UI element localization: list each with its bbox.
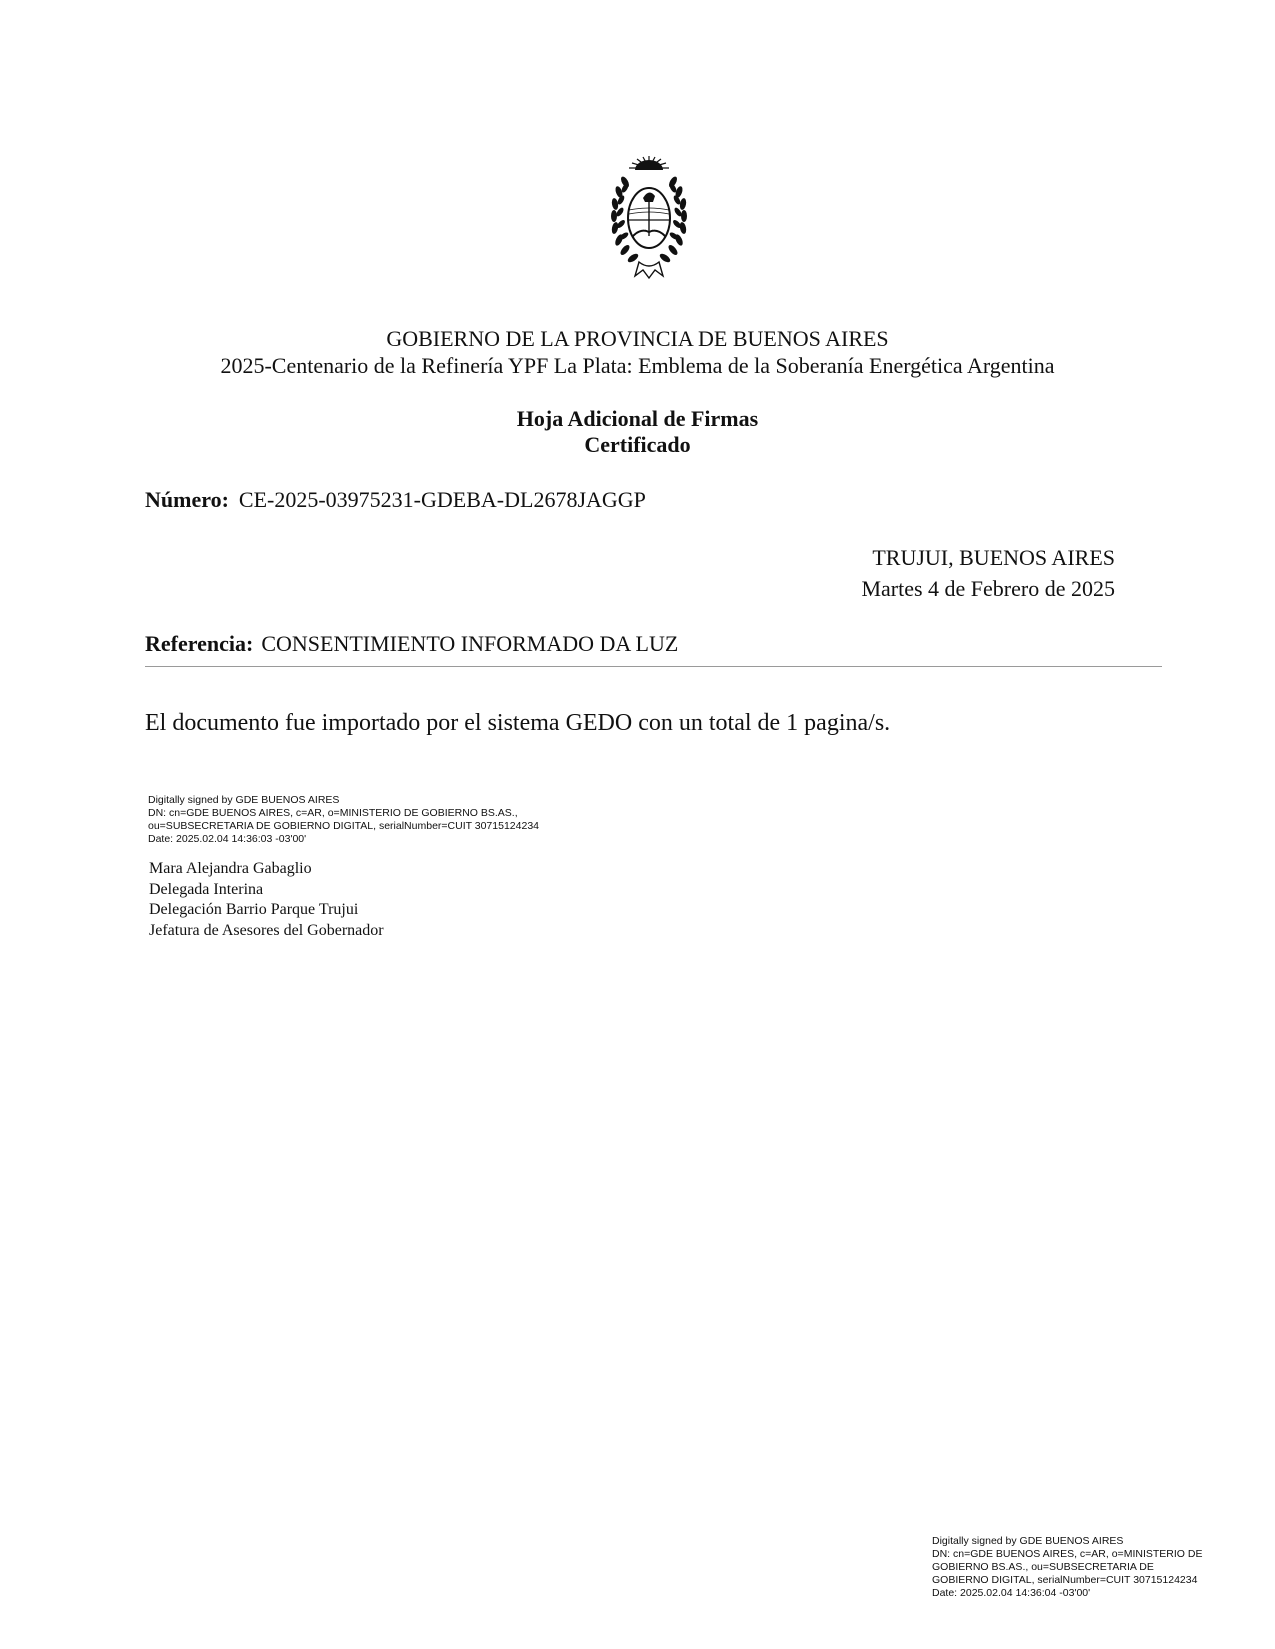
- centenary-motto: 2025-Centenario de la Refinería YPF La Plata: Emblema de la Soberanía Energética Argentina: [220, 353, 1055, 378]
- signer-details: [149, 859, 384, 941]
- footer-digital-signature-stamp: [932, 1535, 1222, 1600]
- footer-signature-line: GOBIERNO DIGITAL, serialNumber=CUIT 30715124234: [932, 1574, 1198, 1586]
- number-value: CE-2025-03975231-GDEBA-DL2678JAGGP: [238, 487, 646, 512]
- footer-signature-line: DN: cn=GDE BUENOS AIRES, c=AR, o=MINISTERIO DE: [932, 1548, 1203, 1560]
- digital-signature-line: Date: 2025.02.04 14:36:03 -03'00': [148, 833, 307, 845]
- footer-signature-line: GOBIERNO BS.AS., ou=SUBSECRETARIA DE: [932, 1561, 1154, 1573]
- signer-office: Delegación Barrio Parque Trujui: [149, 901, 359, 918]
- section-divider: [145, 666, 1162, 667]
- signer-department: Jefatura de Asesores del Gobernador: [149, 921, 384, 939]
- signer-role: Delegada Interina: [149, 880, 264, 898]
- footer-signature-line: Date: 2025.02.04 14:36:04 -03'00': [932, 1587, 1091, 1599]
- reference-value: CONSENTIMIENTO INFORMADO DA LUZ: [261, 631, 679, 656]
- digital-signature-line: ou=SUBSECRETARIA DE GOBIERNO DIGITAL, serialNumber=CUIT 30715124234: [148, 820, 539, 832]
- number-label: Número:: [145, 487, 229, 512]
- issue-date: Martes 4 de Febrero de 2025: [861, 576, 1115, 601]
- document-title: Hoja Adicional de Firmas: [516, 406, 759, 431]
- document-number-row: [145, 487, 646, 513]
- coat-of-arms-seal: [605, 154, 693, 286]
- reference-row: [145, 631, 678, 657]
- government-name: GOBIERNO DE LA PROVINCIA DE BUENOS AIRES: [386, 326, 889, 351]
- issue-place: TRUJUI, BUENOS AIRES: [872, 545, 1115, 570]
- signer-name: Mara Alejandra Gabaglio: [149, 860, 312, 877]
- digital-signature-line: DN: cn=GDE BUENOS AIRES, c=AR, o=MINISTERIO DE GOBIERNO BS.AS.,: [148, 807, 518, 819]
- body-paragraph: El documento fue importado por el sistema GEDO con un total de 1 pagina/s.: [145, 710, 891, 736]
- digital-signature-line: Digitally signed by GDE BUENOS AIRES: [148, 794, 340, 806]
- digital-signature-stamp: [148, 794, 608, 846]
- reference-label: Referencia:: [145, 631, 254, 656]
- document-subtitle: Certificado: [584, 432, 691, 457]
- footer-signature-line: Digitally signed by GDE BUENOS AIRES: [932, 1535, 1124, 1547]
